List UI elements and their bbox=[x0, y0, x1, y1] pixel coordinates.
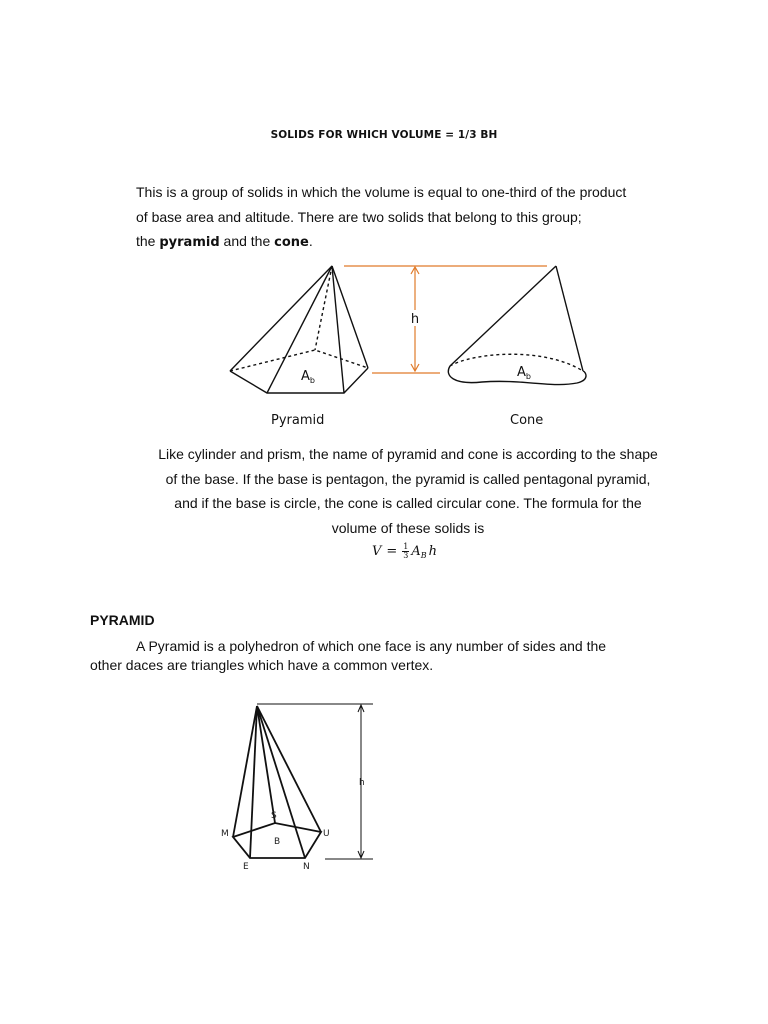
height-indicator bbox=[344, 266, 547, 373]
formula-height: h bbox=[428, 544, 438, 559]
pyramid-cone-drawing bbox=[222, 258, 602, 433]
pyramid-word: pyramid bbox=[159, 235, 220, 250]
para2-line-1: Like cylinder and prism, the name of pyramid and cone is according to the shape bbox=[158, 446, 658, 462]
cone-right-edge bbox=[556, 266, 583, 371]
formula-equals: = bbox=[386, 544, 398, 559]
intro-line-3 bbox=[136, 229, 696, 256]
formula-denominator: 3 bbox=[403, 551, 409, 560]
vertex-label-u: U bbox=[323, 829, 330, 839]
intro-line-3-middle: and the bbox=[219, 233, 275, 249]
formula-lhs: V bbox=[372, 544, 382, 559]
pyramid-base-label: $A_b$ bbox=[301, 369, 315, 385]
intro-line-1: This is a group of solids in which the volume is equal to one-third of the product bbox=[136, 184, 627, 200]
lateral-edge bbox=[257, 706, 305, 858]
para2-line-4: volume of these solids is bbox=[331, 519, 485, 536]
pyramid-hidden-edge bbox=[315, 266, 332, 350]
height-label: h bbox=[410, 312, 420, 327]
volume-formula bbox=[372, 543, 437, 560]
formula-numerator: 1 bbox=[403, 542, 409, 551]
pyramid-def-line-1: A Pyramid is a polyhedron of which one face is any number of sides and the bbox=[136, 638, 607, 654]
formula-area: $A_B$ bbox=[411, 543, 427, 560]
vertex-label-s: S bbox=[271, 811, 277, 821]
cone-caption: Cone bbox=[510, 413, 544, 428]
pyramid-caption: Pyramid bbox=[271, 413, 325, 428]
height-dimension bbox=[257, 704, 373, 859]
vertex-label-m: M bbox=[221, 829, 229, 839]
pyramid-def-line-2: other daces are triangles which have a common vertex. bbox=[90, 657, 434, 673]
para2-line-2: of the base. If the base is pentagon, the pyramid is called pentagonal pyramid, bbox=[165, 470, 651, 487]
cone-base-label: $A_b$ bbox=[517, 365, 531, 381]
fig2-height-label: h bbox=[359, 778, 365, 788]
pyramid-drawing bbox=[230, 266, 368, 393]
pyramid-cone-figure bbox=[222, 258, 602, 438]
intro-line-3-prefix: the bbox=[136, 233, 160, 249]
vertex-label-e: E bbox=[243, 862, 249, 872]
intro-line-2: of base area and altitude. There are two solids that belong to this group; bbox=[136, 208, 582, 225]
para2-line-3: and if the base is circle, the cone is called circular cone. The formula for the bbox=[174, 495, 642, 511]
pentagonal-pyramid-figure bbox=[215, 700, 385, 880]
cone-word: cone bbox=[274, 235, 309, 250]
pentagonal-pyramid-edges bbox=[233, 706, 321, 858]
pyramid-definition bbox=[90, 637, 680, 675]
pyramid-base-front bbox=[230, 368, 368, 393]
pyramid-base-hidden bbox=[230, 350, 368, 371]
cone-left-edge bbox=[450, 266, 556, 366]
intro-line-3-suffix: . bbox=[308, 233, 313, 249]
vertex-label-n: N bbox=[303, 862, 310, 872]
pyramid-heading: PYRAMID bbox=[90, 612, 155, 628]
formula-fraction bbox=[402, 543, 409, 560]
page-title: SOLIDS FOR WHICH VOLUME = 1/3 BH bbox=[270, 129, 498, 141]
base-label-b: B bbox=[274, 837, 281, 847]
pyramid-edge bbox=[230, 266, 332, 371]
base-naming-paragraph bbox=[128, 442, 688, 540]
intro-paragraph bbox=[136, 180, 696, 256]
pyramid-edge bbox=[267, 266, 332, 393]
